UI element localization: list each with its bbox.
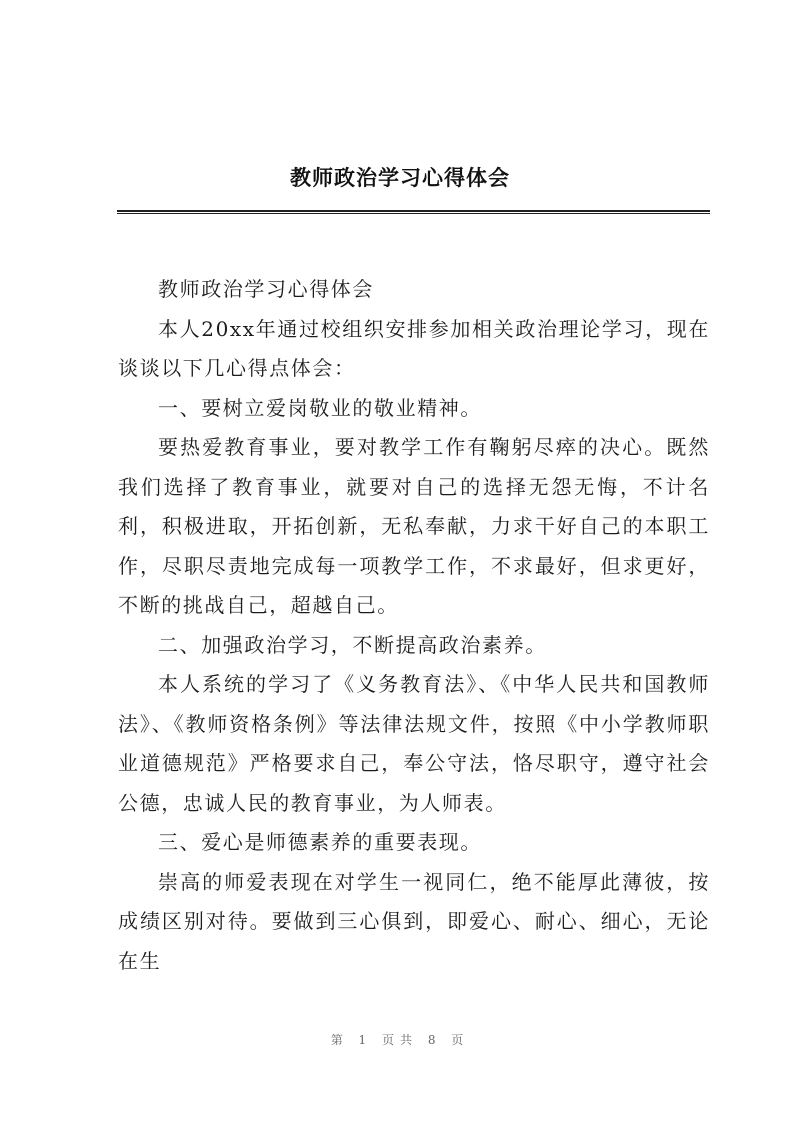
title-divider [117, 210, 710, 214]
page-footer: 第 1 页共 8 页 [330, 1033, 470, 1047]
paragraph: 本人系统的学习了《义务教育法》、《中华人民共和国教师法》、《教师资格条例》等法律法规文件，按照《中小学教师职业道德规范》严格要求自己，奉公守法，恪尽职守，遵守社会公德，忠诚人民的教育事业，为人师表。 [118, 672, 710, 815]
paragraph: 教师政治学习心得体会 [158, 277, 374, 301]
paragraph: 要热爱教育事业，要对教学工作有鞠躬尽瘁的决心。既然我们选择了教育事业，就要对自己的选择无怨无悔，不计名利，积极进取，开拓创新，无私奉献，力求干好自己的本职工作，尽职尽责地完成每一项教学工作，不求最好，但求更好，不断的挑战自己，超越自己。 [118, 435, 710, 617]
document-body [118, 270, 710, 981]
section-heading: 一、要树立爱岗敬业的敬业精神。 [158, 395, 482, 420]
paragraph: 本人20xx年通过校组织安排参加相关政治理论学习，现在谈谈以下几心得点体会： [118, 316, 710, 380]
document-title: 教师政治学习心得体会 [290, 166, 510, 190]
paragraph: 崇高的师爱表现在对学生一视同仁，绝不能厚此薄彼，按成绩区别对待。要做到三心俱到，即爱心、耐心、细心，无论在生 [118, 869, 710, 973]
section-heading: 三、爱心是师德素养的重要表现。 [158, 830, 482, 854]
section-heading: 二、加强政治学习，不断提高政治素养。 [158, 632, 547, 657]
